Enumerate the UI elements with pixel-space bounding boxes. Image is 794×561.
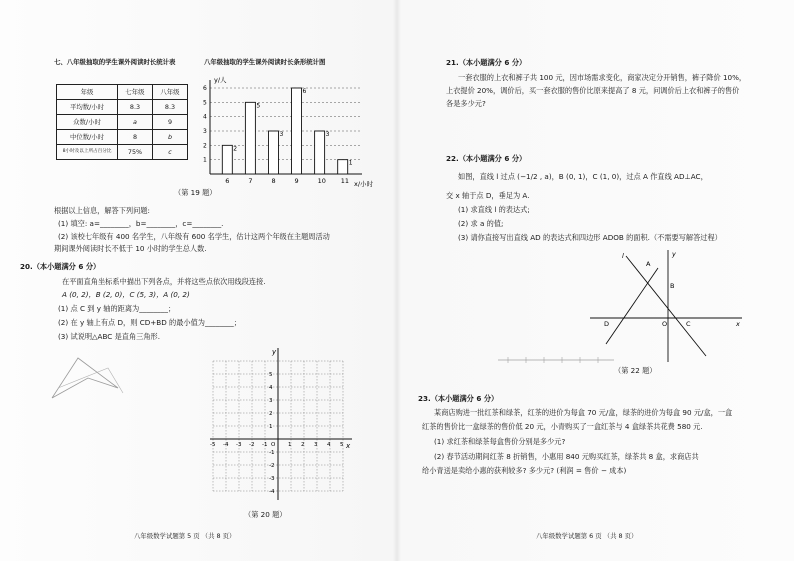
label-d: D — [604, 320, 610, 328]
grid-x-tick: 1 — [288, 442, 292, 448]
grid-x-tick: -1 — [262, 442, 268, 448]
q21-line2: 上衣提价 20%，调价后，买一套衣服的售价比原来提高了 8 元，问调价后上衣和裤子的售价 — [446, 86, 740, 95]
table-cell: 8.3 — [153, 100, 188, 115]
grid-y-label: y — [272, 348, 277, 356]
q21-line3: 各是多少元? — [446, 99, 486, 108]
grid-y-tick: 4 — [269, 385, 273, 391]
q22-part1: (1) 求直线 l 的表达式; — [458, 205, 530, 214]
label-o: O — [662, 320, 668, 328]
grid-tick-labels — [210, 372, 344, 495]
grid-y-tick: 5 — [269, 372, 273, 378]
figure-20-caption: （第 20 题） — [244, 510, 287, 519]
bar-value-label: 5 — [256, 102, 261, 110]
q19-part2-cont: 期间课外阅读时长不低于 10 小时的学生总人数. — [54, 244, 207, 253]
label-l: l — [622, 252, 624, 260]
q22-part3: (3) 请你直接写出直线 AD 的表达式和四边形 ADOB 的面积.（不需要写解答过程） — [458, 233, 722, 242]
page6-footer: 八年级数学试题第 6 页 （共 8 页） — [536, 532, 638, 540]
q21-title: 21.（本小题满分 6 分） — [446, 58, 527, 67]
q20-part2: (2) 在 y 轴上有点 D，则 CD+BD 的最小值为________； — [58, 318, 241, 327]
grid-x-tick: 2 — [301, 442, 305, 448]
page5-footer: 八年级数学试题第 5 页 （共 8 页） — [134, 532, 236, 540]
grid-x-tick: 4 — [327, 442, 331, 448]
table-cell: 9 — [153, 115, 188, 130]
table-cell: 8.3 — [118, 100, 153, 115]
y-tick-label: 4 — [203, 113, 207, 121]
q19-part1: (1) 填空: a=________，b=________，c=________. — [58, 219, 224, 228]
table-cell: a — [118, 115, 153, 130]
x-tick-label: 8 — [271, 177, 276, 185]
bar-9 — [292, 88, 302, 174]
bar-value-label: 3 — [325, 131, 330, 138]
grid-y-tick: 3 — [269, 398, 273, 404]
label-a: A — [646, 260, 651, 268]
label-c: C — [686, 320, 691, 328]
x-tick-label: 7 — [248, 177, 253, 185]
table-cell: c — [153, 145, 188, 160]
grid-y-tick: 1 — [269, 424, 273, 430]
table-row — [57, 145, 188, 160]
grid-y-tick: -2 — [269, 463, 275, 469]
q20-intro: 在平面直角坐标系中描出下列各点，并将这些点依次用线段连接. — [62, 277, 266, 286]
q20-title: 20.（本小题满分 6 分） — [20, 262, 101, 271]
y-tick-label: 6 — [203, 85, 207, 92]
table-header-cell: 年级 — [57, 85, 118, 100]
bar-chart — [194, 74, 374, 192]
bar-6 — [222, 145, 232, 174]
x-tick-label: 11 — [340, 177, 349, 185]
grid-x-tick: -2 — [249, 442, 255, 448]
y-tick-label: 5 — [203, 99, 207, 107]
grid-y-tick: -1 — [269, 450, 275, 456]
q22-line1: 如图，直线 l 过点 (−1/2 , a)，B (0, 1)，C (1, 0)，过点 A 作直线 AD⊥AC， — [458, 172, 708, 181]
label-x: x — [736, 320, 740, 328]
table-cell: b — [153, 130, 188, 145]
line-ad — [606, 268, 658, 344]
grid-y-tick: -4 — [269, 489, 275, 495]
q23-part2-cont: 给小青送是卖给小惠的获利较多? 多少元? (利润 = 售价 − 成本) — [422, 466, 627, 475]
grid-origin-label: O — [271, 442, 276, 448]
table-header-cell: 七年级 — [118, 85, 153, 100]
x-axis-label: x/小时 — [354, 180, 374, 188]
grid-y-tick: 2 — [269, 411, 273, 417]
grid-x-tick: 3 — [314, 442, 318, 448]
coordinate-grid — [206, 344, 356, 504]
grid-x-tick: 5 — [340, 442, 344, 448]
q22-title: 22.（本小题满分 6 分） — [446, 154, 527, 163]
table-cell: 8 — [118, 130, 153, 145]
q23-title: 23.（本小题满分 6 分） — [418, 394, 499, 403]
figure-19-caption: （第 19 题） — [174, 188, 217, 197]
q20-points: A (0, 2)，B (2, 0)，C (5, 3)，A (0, 2) — [62, 290, 190, 299]
y-tick-label: 3 — [203, 128, 207, 135]
grid-x-tick: -5 — [210, 442, 216, 448]
line-l — [626, 256, 706, 356]
bar-value-label: 6 — [302, 88, 307, 95]
figure-22-caption: （第 22 题） — [614, 366, 657, 375]
bar-chart-title: 八年级抽取的学生课外阅读时长条形统计图 — [204, 58, 326, 66]
bar-value-label: 3 — [279, 131, 284, 138]
q20-part3: (3) 试说明△ABC 是直角三角形. — [58, 332, 160, 341]
table-cell: 平均数/小时 — [57, 100, 118, 115]
bar-7 — [245, 102, 255, 174]
q23-line2: 红茶的售价比一盒绿茶的售价低 20 元，小青购买了一盒红茶与 4 盒绿茶共花费 580 元. — [422, 422, 703, 431]
bleed-through-figure — [48, 348, 128, 408]
q19-part2: (2) 该校七年级有 400 名学生，八年级有 600 名学生，估计这两个年级在主题周活动 — [58, 232, 330, 241]
grid-x-label: x — [346, 442, 351, 450]
y-tick-label: 2 — [203, 142, 207, 150]
bar-8 — [268, 131, 278, 174]
bleed-through-number-line — [496, 348, 616, 378]
grid-y-tick: -3 — [269, 476, 275, 482]
grid-x-tick: -4 — [223, 442, 229, 448]
q23-part1: (1) 求红茶和绿茶每盒售价分别是多少元? — [434, 437, 566, 446]
q22-part2: (2) 求 a 的值; — [458, 219, 504, 228]
label-b: B — [670, 282, 675, 290]
q21-line1: 一套衣服的上衣和裤子共 100 元，因市场需求变化，商家决定分开销售，裤子降价 10%， — [458, 73, 747, 82]
table-row — [57, 100, 188, 115]
table-header-row — [57, 85, 188, 100]
q23-part2: (2) 春节活动期间红茶 8 折销售，小惠用 840 元购买红茶，绿茶共 8 盒，求商店共 — [434, 452, 699, 461]
q20-part1: (1) 点 C 到 y 轴的距离为________； — [58, 304, 176, 313]
table-cell: 75% — [118, 145, 153, 160]
table-row — [57, 130, 188, 145]
table-cell: 8小时及以上所占百分比 — [57, 145, 118, 160]
bar-11 — [338, 160, 348, 174]
q19-prompt: 根据以上信息，解答下列问题: — [54, 206, 150, 215]
table-row — [57, 115, 188, 130]
q23-line1: 某商店购进一批红茶和绿茶，红茶的进价为每盒 70 元/盒，绿茶的进价为每盒 90 元/盒，一盒 — [434, 408, 733, 417]
x-tick-label: 6 — [225, 177, 230, 185]
bar-value-label: 2 — [233, 145, 238, 153]
table-header-cell: 八年级 — [153, 85, 188, 100]
stats-table — [56, 84, 188, 160]
y-axis-label: y/人 — [214, 76, 227, 84]
y-tick-label: 1 — [203, 156, 207, 164]
stats-table-title: 七、八年级抽取的学生课外阅读时长统计表 — [54, 58, 176, 66]
bar-10 — [315, 131, 325, 174]
table-cell: 中位数/小时 — [57, 130, 118, 145]
x-tick-label: 9 — [294, 177, 299, 185]
q22-line2: 交 x 轴于点 D，垂足为 A. — [446, 191, 530, 200]
x-tick-label: 10 — [317, 177, 326, 185]
bar-value-label: 1 — [348, 159, 353, 167]
table-cell: 众数/小时 — [57, 115, 118, 130]
label-y: y — [672, 250, 676, 258]
grid-x-tick: -3 — [236, 442, 242, 448]
